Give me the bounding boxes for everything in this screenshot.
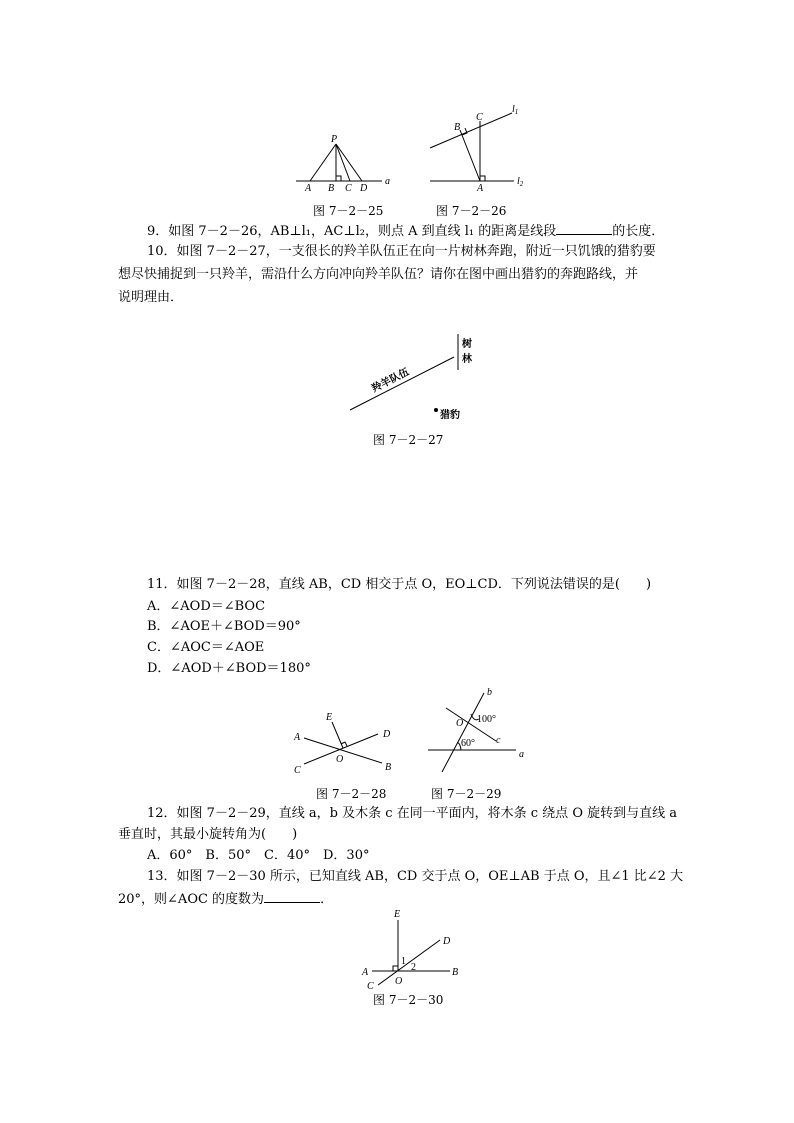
question-10-line-1: 10．如图 7－2－27，一支很长的羚羊队伍正在向一片树林奔跑，附近一只饥饿的猎豹要 xyxy=(147,244,656,259)
fig27-label-forest-2: 林 xyxy=(462,354,472,365)
caption-fig30: 图 7－2－30 xyxy=(373,993,444,1007)
q11-option-b: B．∠AOE＋∠BOD＝90° xyxy=(147,619,301,634)
fig27-cheetah-point xyxy=(434,408,438,412)
fig25-label-A: A xyxy=(305,183,312,194)
fig29-stick-c xyxy=(446,708,496,741)
fig29-label-b: b xyxy=(487,687,492,698)
fig26-label-l1-sub: 1 xyxy=(514,108,519,116)
fig25-segment-PA xyxy=(310,144,336,181)
fig25-label-P: P xyxy=(331,134,338,145)
fig28-label-O: O xyxy=(336,754,344,765)
question-10-line-2: 想尽快捕捉到一只羚羊，需沿什么方向冲向羚羊队伍？请你在图中画出猎豹的奔跑路线，并 xyxy=(118,267,639,282)
q13-text-before: 20°，则∠AOC 的度数为 xyxy=(118,892,265,907)
fig25-label-D: D xyxy=(360,183,368,194)
fig29-arc-100 xyxy=(471,714,479,720)
q9-answer-blank[interactable] xyxy=(556,222,612,235)
fig30-label-2: 2 xyxy=(411,962,416,973)
fig25-right-angle-mark xyxy=(336,176,341,181)
fig26-label-l2-main: l xyxy=(517,176,520,187)
fig25-segment-PC xyxy=(336,144,350,181)
q9-text-before: 9．如图 7－2－26，AB⊥l₁，AC⊥l₂，则点 A 到直线 l₁ 的距离是线段 xyxy=(147,224,557,239)
fig28-line-CD xyxy=(304,734,378,764)
fig30-line-CD xyxy=(378,940,440,985)
fig30-label-C: C xyxy=(367,981,374,992)
fig28-label-A: A xyxy=(294,732,301,743)
fig26-label-l1-main: l xyxy=(512,104,515,115)
fig30-label-O: O xyxy=(395,976,403,987)
fig28-label-E: E xyxy=(326,712,333,723)
fig26-label-l2 xyxy=(517,176,524,188)
fig26-right-angle-mark-A xyxy=(480,176,485,181)
caption-fig28: 图 7－2－28 xyxy=(316,787,387,801)
q11-option-c: C．∠AOC＝∠AOE xyxy=(147,640,265,655)
fig26-label-l1 xyxy=(512,104,518,116)
fig29-arc-60 xyxy=(457,743,461,750)
fig30-label-B: B xyxy=(452,967,459,978)
fig27-herd-line xyxy=(350,357,454,410)
caption-fig25: 图 7－2－25 xyxy=(313,204,384,218)
fig26-label-C: C xyxy=(476,112,483,123)
fig29-label-60: 60° xyxy=(461,738,475,749)
fig29-label-100: 100° xyxy=(477,714,496,725)
fig28-label-B: B xyxy=(385,762,392,773)
fig27-label-herd: 羚羊队伍 xyxy=(370,366,412,395)
q11-option-a: A．∠AOD＝∠BOC xyxy=(147,599,266,614)
question-10-line-3: 说明理由． xyxy=(118,290,184,305)
fig26-label-A: A xyxy=(477,183,484,194)
fig28-ray-OE xyxy=(332,722,343,748)
fig29-label-O: O xyxy=(456,718,464,729)
fig29-label-c: c xyxy=(496,735,501,746)
fig25-label-B: B xyxy=(328,183,335,194)
q9-text-after: 的长度． xyxy=(612,224,665,239)
fig26-line-l1 xyxy=(430,113,512,148)
fig25-segment-PD xyxy=(336,144,362,181)
question-12-line-2: 垂直时，其最小旋转角为( ) xyxy=(118,827,298,842)
q13-text-after: ． xyxy=(320,892,334,907)
fig28-right-angle-mark xyxy=(341,742,347,746)
caption-fig29: 图 7－2－29 xyxy=(431,787,502,801)
fig30-label-1: 1 xyxy=(401,956,406,967)
question-12-options: A．60° B．50° C．40° D．30° xyxy=(147,848,370,863)
fig30-label-A: A xyxy=(362,967,369,978)
fig29-line-b xyxy=(442,693,484,772)
caption-fig26: 图 7－2－26 xyxy=(436,204,507,218)
q13-answer-blank[interactable] xyxy=(264,890,320,903)
question-12-line-1: 12．如图 7－2－29，直线 a，b 及木条 c 在同一平面内，将木条 c 绕点 O 旋转到与直线 a xyxy=(147,806,677,821)
q11-option-d: D．∠AOD＋∠BOD＝180° xyxy=(147,661,311,676)
question-11-stem: 11．如图 7－2－28，直线 AB，CD 相交于点 O，EO⊥CD．下列说法错误的是( ) xyxy=(147,577,652,592)
fig29-label-a: a xyxy=(519,749,524,760)
fig26-segment-AB xyxy=(460,130,480,181)
fig26-label-B: B xyxy=(454,122,461,133)
question-9 xyxy=(147,222,664,240)
question-13-line-2 xyxy=(118,890,333,908)
fig28-label-D: D xyxy=(383,729,391,740)
fig28-label-C: C xyxy=(294,765,301,776)
caption-fig27: 图 7－2－27 xyxy=(373,433,444,447)
fig27-label-forest-1: 树 xyxy=(462,339,472,350)
fig25-label-a: a xyxy=(385,176,390,187)
fig30-label-E: E xyxy=(394,909,401,920)
fig26-label-l2-sub: 2 xyxy=(519,180,524,188)
fig26-right-angle-mark-B xyxy=(462,128,467,135)
fig30-right-angle-mark xyxy=(393,966,398,971)
fig30-label-D: D xyxy=(443,936,451,947)
question-13-line-1: 13．如图 7－2－30 所示，已知直线 AB，CD 交于点 O，OE⊥AB 于点 O，且∠1 比∠2 大 xyxy=(147,869,684,884)
fig25-label-C: C xyxy=(345,183,352,194)
fig27-label-cheetah: 猎豹 xyxy=(440,410,460,421)
fig28-line-AB xyxy=(304,738,382,763)
